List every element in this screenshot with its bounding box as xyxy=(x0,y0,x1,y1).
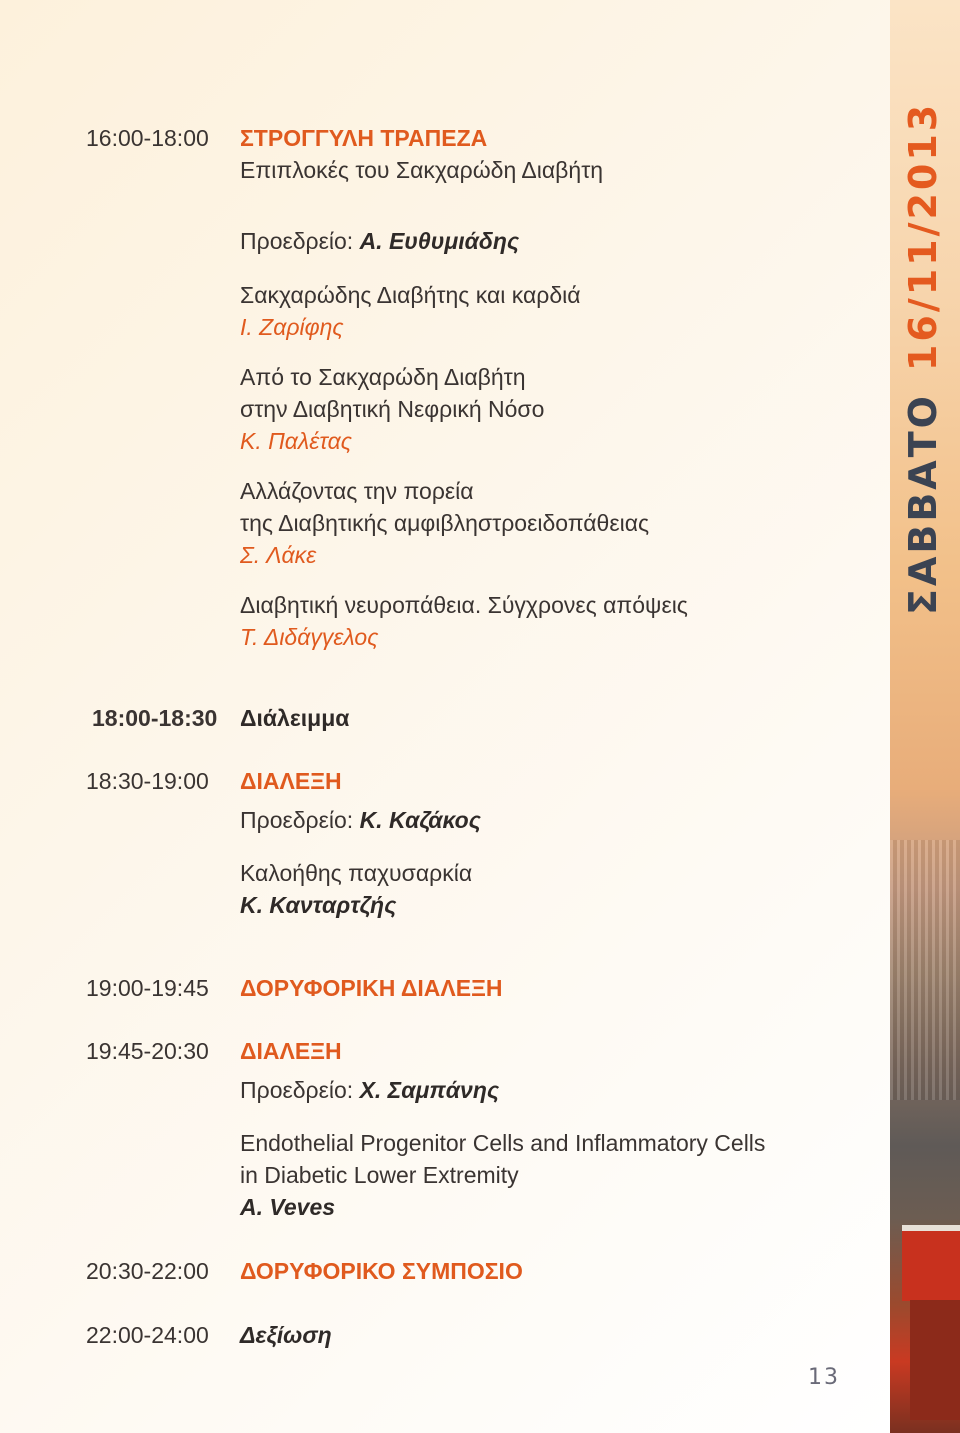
talk-title-cont: της Διαβητικής αμφιβληστροειδοπάθειας xyxy=(240,510,650,536)
session-subtitle: Επιπλοκές του Σακχαρώδη Διαβήτη xyxy=(240,157,604,183)
chair-label: Προεδρείο: xyxy=(240,228,360,254)
vertical-day-title xyxy=(893,102,953,615)
session-title: ΔΟΡΥΦΟΡΙΚΟ ΣΥΜΠΟΣΙΟ xyxy=(240,1258,523,1284)
session-time: 18:00-18:30 xyxy=(92,705,218,731)
session-title: ΔΟΡΥΦΟΡΙΚΗ ΔΙΑΛΕΞΗ xyxy=(240,975,503,1001)
talk-speaker: A. Veves xyxy=(240,1194,336,1220)
chair-line xyxy=(240,228,519,255)
talk-title: Από το Σακχαρώδη Διαβήτη xyxy=(240,364,526,390)
session-time: 22:00-24:00 xyxy=(86,1322,209,1348)
talk-speaker: Ι. Ζαρίφης xyxy=(240,314,344,340)
session-title: Διάλειμμα xyxy=(240,705,350,731)
session-title: Δεξίωση xyxy=(240,1322,332,1348)
chair-line xyxy=(240,1077,499,1104)
date-label: 16/11/2013 xyxy=(901,101,945,372)
session-time: 18:30-19:00 xyxy=(86,768,209,794)
talk-title: Σακχαρώδης Διαβήτης και καρδιά xyxy=(240,282,581,308)
session-title: ΔΙΑΛΕΞΗ xyxy=(240,1038,342,1064)
session-time: 20:30-22:00 xyxy=(86,1258,209,1284)
city-photo xyxy=(890,840,960,1100)
session-time: 19:45-20:30 xyxy=(86,1038,209,1064)
talk-speaker: Κ. Κανταρτζής xyxy=(240,892,397,918)
session-title: ΔΙΑΛΕΞΗ xyxy=(240,768,342,794)
chair-name: Κ. Καζάκος xyxy=(359,807,481,833)
talk-speaker: Σ. Λάκε xyxy=(240,542,317,568)
chair-line xyxy=(240,807,481,834)
talk-speaker: Τ. Διδάγγελος xyxy=(240,624,379,650)
day-label: ΣΑΒΒΑΤΟ xyxy=(901,393,945,615)
talk-title: Endothelial Progenitor Cells and Inflammatory Cells xyxy=(240,1130,766,1156)
session-time: 19:00-19:45 xyxy=(86,975,209,1001)
session-time: 16:00-18:00 xyxy=(86,125,209,151)
talk-title: Καλοήθης παχυσαρκία xyxy=(240,860,473,886)
talk-title: Διαβητική νευροπάθεια. Σύγχρονες απόψεις xyxy=(240,592,688,618)
boat-photo xyxy=(902,1225,960,1301)
talk-title-cont: στην Διαβητική Νεφρική Νόσο xyxy=(240,396,545,422)
talk-title-cont: in Diabetic Lower Extremity xyxy=(240,1162,519,1188)
page-number: 13 xyxy=(808,1365,840,1390)
talk-title: Αλλάζοντας την πορεία xyxy=(240,478,474,504)
talk-speaker: Κ. Παλέτας xyxy=(240,428,352,454)
chair-name: Α. Ευθυμιάδης xyxy=(359,228,520,254)
boat-hull-photo xyxy=(910,1300,960,1420)
chair-name: Χ. Σαμπάνης xyxy=(359,1077,500,1103)
session-title: ΣΤΡΟΓΓΥΛΗ ΤΡΑΠΕΖΑ xyxy=(240,125,488,151)
chair-label: Προεδρείο: xyxy=(240,807,360,833)
chair-label: Προεδρείο: xyxy=(240,1077,360,1103)
